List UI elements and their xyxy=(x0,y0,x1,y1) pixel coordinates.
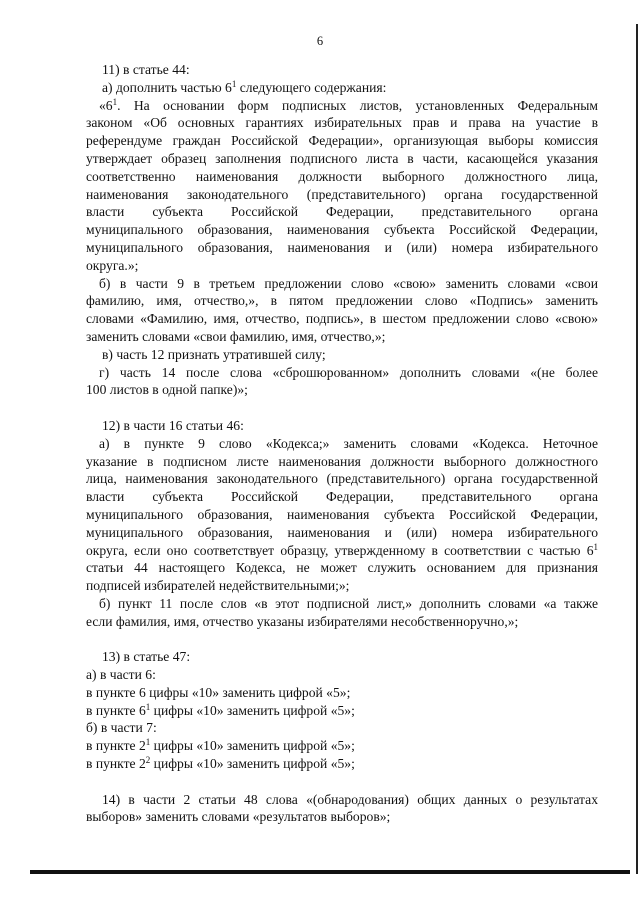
section-12-heading: 12) в части 16 статьи 46: xyxy=(102,417,244,433)
text-line: муниципального образования, наименования субъекта Российской Федерации, xyxy=(86,222,598,238)
section-13-line: в пункте $6^1$ цифры «10» заменить цифрой «5»; xyxy=(86,701,355,718)
section-11-item-c: в) часть 12 признать утратившей силу; xyxy=(102,346,326,362)
text-line: муниципального образования, наименования и (или) номера избирательного xyxy=(86,239,598,255)
text-line: законом «Об основных гарантиях избирательных прав и права на участие в xyxy=(86,115,598,131)
section-13-line: в пункте 6 цифры «10» заменить цифрой «5»; xyxy=(86,684,351,700)
text-line: указание в подписном листе наименования должности выборного должностного xyxy=(86,453,598,469)
section-13-heading: 13) в статье 47: xyxy=(102,649,191,665)
scan-bottom-border xyxy=(30,870,630,874)
text-line: 100 листов в одной папке)»; xyxy=(86,382,248,398)
section-13-line: в пункте $2^1$ цифры «10» заменить цифрой «5»; xyxy=(86,737,355,754)
text-line: словами «Фамилию, имя, отчество, подпись», в шестом предложении слово «свою» xyxy=(86,311,598,327)
text-line: если фамилия, имя, отчество указаны избирателями несобственноручно,»; xyxy=(86,613,519,629)
text-line: утверждает образец заполнения подписного листа в части, касающейся указания xyxy=(86,150,598,166)
text-line: наименования законодательного (представительного) органа государственной xyxy=(86,186,598,202)
text-line: подписей избирателей недействительными;»; xyxy=(86,578,350,594)
text-line: фамилию, имя, отчество,», в пятом предложении слово «Подпись» заменить xyxy=(86,293,598,309)
scan-edge-line xyxy=(636,24,638,874)
text-line: заменить словами «свои фамилию, имя, отчество,»; xyxy=(86,328,386,344)
text-line: выборов» заменить словами «результатов выборов»; xyxy=(86,809,391,825)
text-line: референдуме граждан Российской Федерации», организующая выборы комиссия xyxy=(86,133,598,149)
text-line: статьи 44 настоящего Кодекса, не может служить основанием для признания xyxy=(86,560,598,576)
section-11-heading: 11) в статье 44: xyxy=(102,62,190,77)
section-11-quote-line: «$6^1$. На основании форм подписных листов, установленных Федеральным xyxy=(99,96,598,113)
text-line: округа.»; xyxy=(86,257,139,273)
section-11-item-d: г) часть 14 после слова «сброшюрованном» дополнить словами «(не более xyxy=(99,364,598,380)
text-line: власти субъекта Российской Федерации, представительного органа xyxy=(86,204,598,220)
text-line: соответственно наименования должности выборного должностного лица, xyxy=(86,168,598,184)
text-line: муниципального образования, наименования субъекта Российской Федерации, xyxy=(86,506,598,522)
section-14-heading: 14) в части 2 статьи 48 слова «(обнародования) общих данных о результатах xyxy=(102,791,598,807)
text-line: муниципального образования, наименования и (или) номера избирательного xyxy=(86,524,598,540)
section-13-item-a: а) в части 6: xyxy=(86,667,156,683)
section-13-item-b: б) в части 7: xyxy=(86,720,157,736)
section-12-item-a: а) в пункте 9 слово «Кодекса;» заменить словами «Кодекса. Неточное xyxy=(99,435,598,451)
page-number: 6 xyxy=(316,34,324,48)
section-11-item-b: б) в части 9 в третьем предложении слово «свою» заменить словами «свои xyxy=(99,275,598,291)
section-12-item-b: б) пункт 11 после слов «в этот подписной лист,» дополнить словами «а также xyxy=(99,595,598,611)
text-line: лица, наименования законодательного (представительного) органа государственной xyxy=(86,471,598,487)
text-line: округа, если оно соответствует образцу, утвержденному в соответствии с частью $6^1$ xyxy=(86,541,598,558)
text-line: власти субъекта Российской Федерации, представительного органа xyxy=(86,489,598,505)
document-body xyxy=(86,61,598,826)
section-13-line: в пункте $2^2$ цифры «10» заменить цифрой «5»; xyxy=(86,755,355,772)
section-11-item-a: а) дополнить частью $6^1$ следующего содержания: xyxy=(102,78,387,95)
